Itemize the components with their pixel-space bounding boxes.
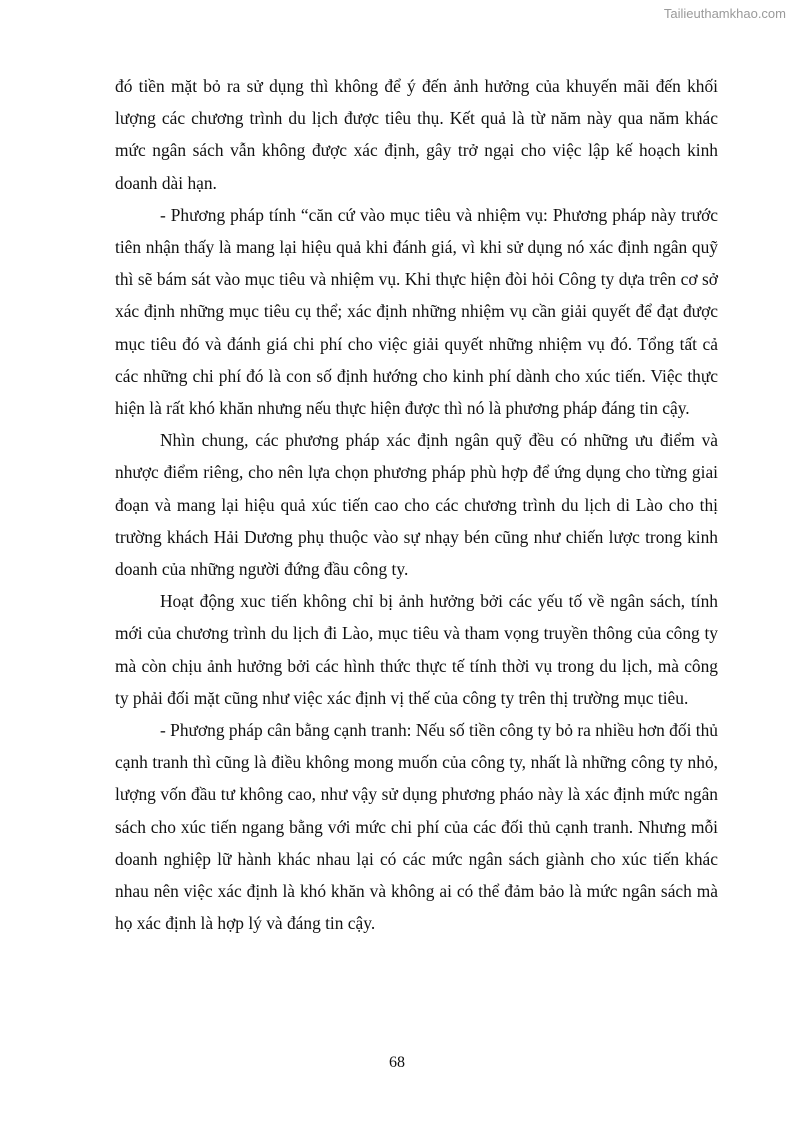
paragraph-competitive-parity: - Phương pháp cân bằng cạnh tranh: Nếu số tiền công ty bỏ ra nhiều hơn đối thủ cạnh tranh thì cũng là điều không mong muốn của công ty, nhất là những công ty nhỏ, lượng vốn đầu tư không cao, như vậy sử dụng phương pháo này là xác định mức ngân sách cho xúc tiến ngang bằng với mức chi phí của các đối thủ cạnh tranh. Nhưng mỗi doanh nghiệp lữ hành khác nhau lại có các mức ngân sách giành cho xúc tiến khác nhau nên việc xác định là khó khăn và không ai có thể đảm bảo là mức ngân sách mà họ xác định là hợp lý và đáng tin cậy. [115, 720, 718, 934]
paragraph-summary: Nhìn chung, các phương pháp xác định ngân quỹ đều có những ưu điểm và nhược điểm riêng, cho nên lựa chọn phương pháp phù hợp để ứng dụng cho từng giai đoạn và mang lại hiệu quả xúc tiến cao cho các chương trình du lịch di Lào cho thị trường khách Hải Dương phụ thuộc vào sự nhạy bén cũng như chiến lược trong kinh doanh của những người đứng đầu công ty. [115, 430, 718, 580]
document-body [115, 70, 718, 939]
page-number: 68 [389, 1054, 405, 1071]
paragraph-promotion-factors: Hoạt động xuc tiến không chỉ bị ảnh hưởng bởi các yếu tố về ngân sách, tính mới của chương trình du lịch đi Lào, mục tiêu và tham vọng truyền thông của công ty mà còn chịu ảnh hưởng bởi các hình thức thực tế tính thời vụ trong du lịch, mà công ty phải đối mặt cũng như việc xác định vị thế của công ty trên thị trường mục tiêu. [115, 591, 718, 708]
paragraph-continuation: đó tiền mặt bỏ ra sử dụng thì không để ý đến ảnh hưởng của khuyến mãi đến khối lượng các chương trình du lịch được tiêu thụ. Kết quả là từ năm này qua năm khác mức ngân sách vẫn không được xác định, gây trở ngại cho việc lập kế hoạch kinh doanh dài hạn. [115, 76, 718, 193]
watermark-text: Tailieuthamkhao.com [663, 6, 786, 21]
paragraph-target-method: - Phương pháp tính “căn cứ vào mục tiêu và nhiệm vụ: Phương pháp này trước tiên nhận thấy là mang lại hiệu quả khi đánh giá, vì khi sử dụng nó xác định ngân quỹ thì sẽ bám sát vào mục tiêu và nhiệm vụ. Khi thực hiện đòi hỏi Công ty dựa trên cơ sở xác định những mục tiêu cụ thể; xác định những nhiệm vụ cần giải quyết để đạt được mục tiêu đó và đánh giá chi phí cho việc giải quyết những nhiệm vụ đó. Tổng tất cả các những chi phí đó là con số định hướng cho kinh phí dành cho xúc tiến. Việc thực hiện là rất khó khăn nhưng nếu thực hiện được thì nó là phương pháp đáng tin cậy. [115, 204, 718, 419]
